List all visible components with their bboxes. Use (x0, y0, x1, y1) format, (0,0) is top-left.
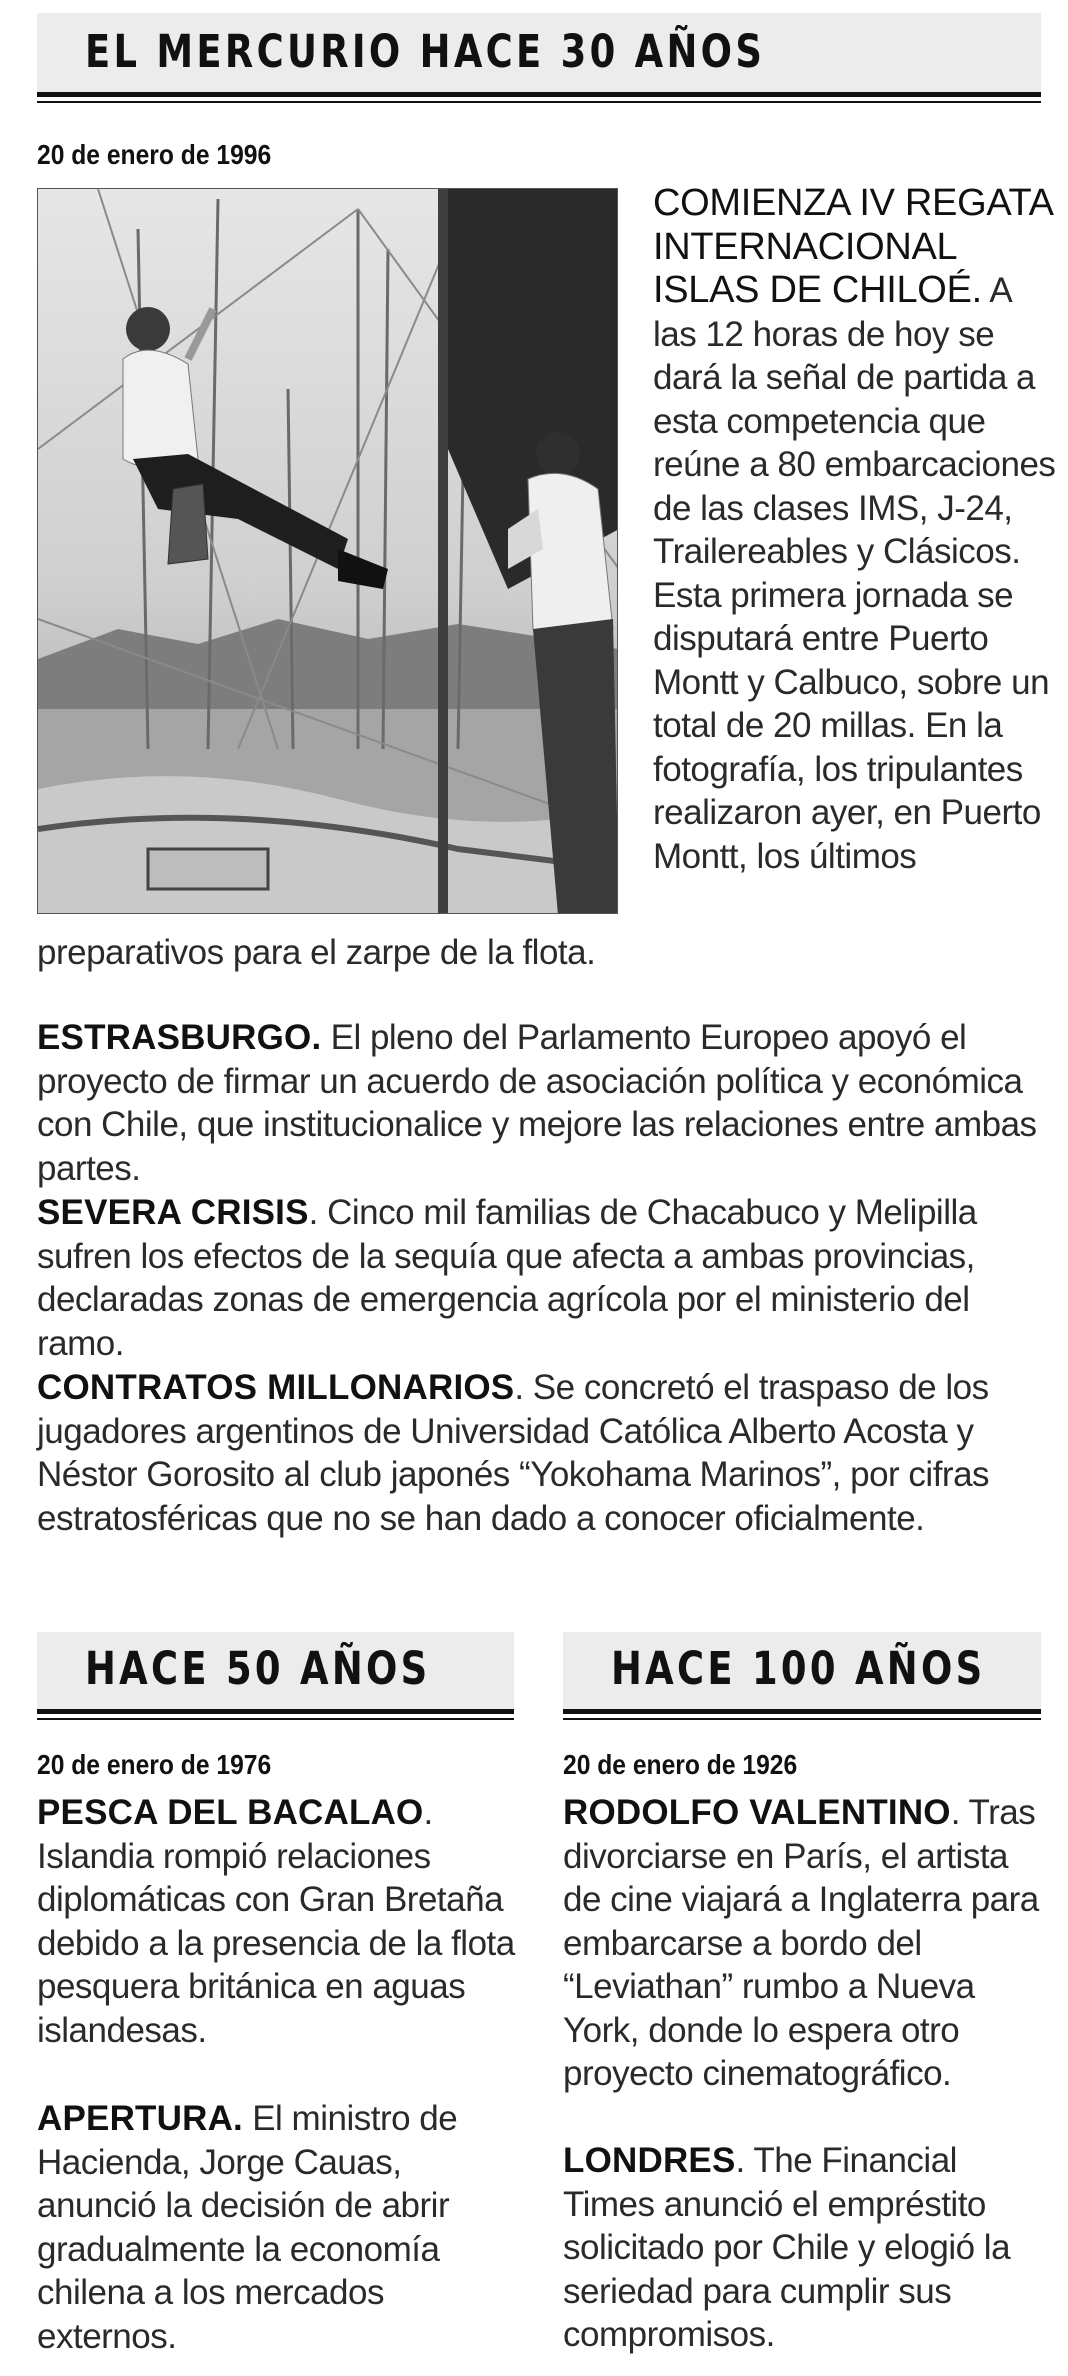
main-story-text-line: de las clases IMS, J-24, (653, 488, 1013, 528)
news-item-valentino (563, 1791, 1043, 2096)
news-item-estrasburgo (37, 1016, 1047, 1190)
news-item-text: . Cinco mil familias de Chacabuco y Melipilla sufren los efectos de la sequía que afecta a ambas provincias, declaradas zonas de emergencia agrícola por el ministerio del ramo. (37, 1193, 977, 1363)
main-story-text-line: fotografía, los tripulantes (653, 749, 1023, 789)
main-story-headline-tail: A (981, 271, 1013, 310)
news-item-pesca (37, 1791, 517, 2052)
regatta-photo (37, 188, 618, 914)
main-story-text-line: reúne a 80 embarcaciones (653, 445, 1056, 484)
main-story-text-line: las 12 horas de hoy se (653, 314, 995, 354)
news-item-lead: RODOLFO VALENTINO (563, 1793, 951, 1832)
publication-date: 20 de enero de 1976 (37, 1749, 272, 1780)
section-title: HACE 50 AÑOS (85, 1642, 431, 1695)
news-item-apertura (37, 2097, 517, 2358)
main-story-text-line: disputará entre Puerto (653, 619, 989, 658)
main-story-text-line: Montt, los últimos (653, 836, 917, 876)
news-item-text: . Se concretó el traspaso de los jugadores argentinos de Universidad Católica Alberto Acosta y Néstor Gorosito al club japonés “Yokohama Marinos”, por cifras estratosféricas que no se han dado a conocer oficialmente. (37, 1368, 990, 1538)
news-item-text: El ministro de Hacienda, Jorge Cauas, anunció la decisión de abrir gradualmente la economía chilena a los mercados externos. (37, 2099, 458, 2356)
main-story-continuation: preparativos para el zarpe de la flota. (37, 933, 596, 972)
news-item-text: . Tras divorciarse en París, el artista de cine viajará a Inglaterra para embarcarse a bordo del “Leviathan” rumbo a Nueva York, donde lo espera otro proyecto cinematográfico. (563, 1793, 1039, 2093)
section-banner-30-years (37, 13, 1041, 97)
news-item-contratos (37, 1366, 1037, 1540)
regatta-photo-image (38, 189, 618, 914)
main-story-text-line: dará la señal de partida a (653, 358, 1035, 397)
publication-date: 20 de enero de 1926 (563, 1749, 798, 1780)
news-item-text: El pleno del Parlamento Europeo apoyó el proyecto de firmar un acuerdo de asociación política y económica con Chile, que institucionalice y mejore las relaciones entre ambas partes. (37, 1018, 1037, 1188)
news-item-lead: APERTURA. (37, 2099, 243, 2138)
main-story (653, 182, 1056, 878)
section-banner-100-years (563, 1632, 1041, 1714)
news-item-text: . The Financial Times anunció el empréstito solicitado por Chile y elogió la seriedad para cumplir sus compromisos. (563, 2141, 1011, 2354)
news-item-lead: PESCA DEL BACALAO (37, 1793, 424, 1832)
news-item-lead: SEVERA CRISIS (37, 1193, 309, 1232)
publication-date: 20 de enero de 1996 (37, 139, 272, 170)
news-item-lead: CONTRATOS MILLONARIOS (37, 1368, 515, 1407)
news-item-text: . Islandia rompió relaciones diplomáticas con Gran Bretaña debido a la presencia de la flota pesquera británica en aguas islandesas. (37, 1793, 515, 2050)
section-banner-50-years (37, 1632, 514, 1714)
main-story-text-line: Esta primera jornada se (653, 575, 1014, 615)
main-story-text-line: esta competencia que (653, 401, 986, 441)
main-story-headline: COMIENZA IV REGATA INTERNACIONAL ISLAS DE CHILOÉ. (653, 182, 1052, 311)
section-title: EL MERCURIO HACE 30 AÑOS (85, 25, 766, 78)
news-item-lead: ESTRASBURGO. (37, 1018, 322, 1057)
main-story-headline-block (653, 182, 1053, 313)
news-item-londres (563, 2139, 1043, 2357)
news-item-severa-crisis (37, 1191, 1047, 1365)
section-title: HACE 100 AÑOS (611, 1642, 986, 1695)
main-story-text-lines (653, 313, 1056, 879)
news-item-lead: LONDRES (563, 2141, 736, 2180)
main-story-text-line: Montt y Calbuco, sobre un (653, 662, 1050, 702)
main-story-text-line: total de 20 millas. En la (653, 706, 1003, 745)
main-story-text-line: realizaron ayer, en Puerto (653, 793, 1041, 832)
main-story-text-line: Trailereables y Clásicos. (653, 532, 1021, 571)
